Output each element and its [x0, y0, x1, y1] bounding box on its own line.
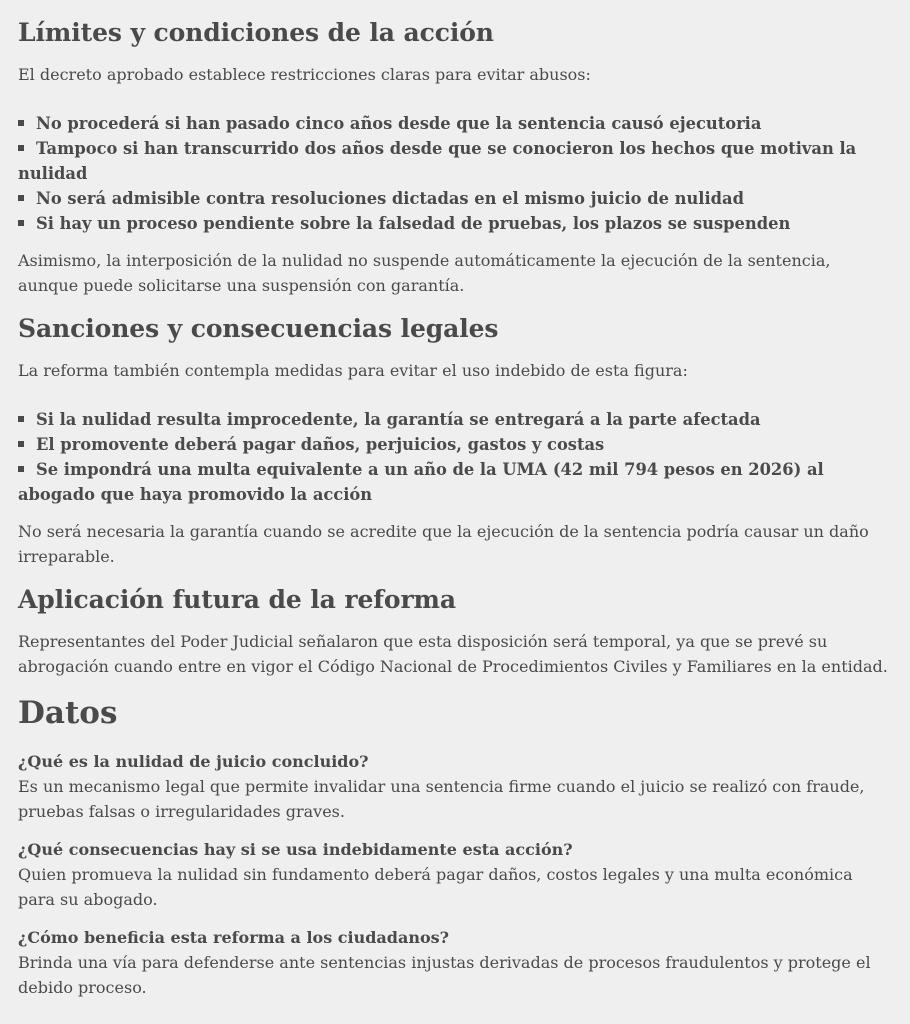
list-item: No procederá si han pasado cinco años desde que la sentencia causó ejecutoria [18, 111, 892, 136]
qa-block [18, 926, 892, 1000]
qa-question: ¿Qué consecuencias hay si se usa indebidamente esta acción? [18, 840, 573, 860]
qa-answer: Es un mecanismo legal que permite invalidar una sentencia firme cuando el juicio se realizó con fraude, pruebas falsas o irregularidades graves. [18, 777, 865, 822]
qa-answer: Brinda una vía para defenderse ante sentencias injustas derivadas de procesos fraudulentos y protege el debido proceso. [18, 953, 871, 998]
section-intro-sanciones: La reforma también contempla medidas para evitar el uso indebido de esta figura: [18, 361, 688, 380]
qa-question: ¿Cómo beneficia esta reforma a los ciudadanos? [18, 928, 450, 948]
bullet-icon [18, 120, 24, 126]
list-item: Si la nulidad resulta improcedente, la garantía se entregará a la parte afectada [18, 407, 892, 432]
bullet-icon [18, 220, 24, 226]
section-outro-limites: Asimismo, la interposición de la nulidad no suspende automáticamente la ejecución de la sentencia, aunque puede solicitarse una suspensión con garantía. [18, 251, 831, 295]
list-item: No será admisible contra resoluciones dictadas en el mismo juicio de nulidad [18, 186, 892, 211]
bullet-icon [18, 466, 24, 472]
section-heading-sanciones: Sanciones y consecuencias legales [18, 314, 499, 343]
bullet-icon [18, 416, 24, 422]
qa-answer: Quien promueva la nulidad sin fundamento deberá pagar daños, costos legales y una multa económica para su abogado. [18, 865, 853, 910]
qa-question: ¿Qué es la nulidad de juicio concluido? [18, 752, 369, 772]
bullet-list-limites [18, 111, 892, 236]
bullet-icon [18, 441, 24, 447]
list-item: Si hay un proceso pendiente sobre la falsedad de pruebas, los plazos se suspenden [18, 211, 892, 236]
bullet-icon [18, 145, 24, 151]
list-item: El promovente deberá pagar daños, perjuicios, gastos y costas [18, 432, 892, 457]
section-outro-sanciones: No será necesaria la garantía cuando se acredite que la ejecución de la sentencia podría causar un daño irreparable. [18, 522, 869, 566]
section-heading-limites: Límites y condiciones de la acción [18, 18, 494, 47]
bullet-icon [18, 195, 24, 201]
datos-heading: Datos [18, 695, 118, 731]
section-intro-limites: El decreto aprobado establece restricciones claras para evitar abusos: [18, 65, 591, 84]
qa-block [18, 750, 892, 824]
section-body-aplicacion: Representantes del Poder Judicial señalaron que esta disposición será temporal, ya que se prevé su abrogación cuando entre en vigor el Código Nacional de Procedimientos Civiles y Familiares en la entidad. [18, 632, 888, 676]
list-item: Se impondrá una multa equivalente a un año de la UMA (42 mil 794 pesos en 2026) al abogado que haya promovido la acción [18, 460, 824, 504]
list-item: Tampoco si han transcurrido dos años desde que se conocieron los hechos que motivan la nulidad [18, 139, 857, 183]
bullet-list-sanciones [18, 407, 892, 507]
section-heading-aplicacion: Aplicación futura de la reforma [18, 585, 457, 614]
qa-block [18, 838, 892, 912]
